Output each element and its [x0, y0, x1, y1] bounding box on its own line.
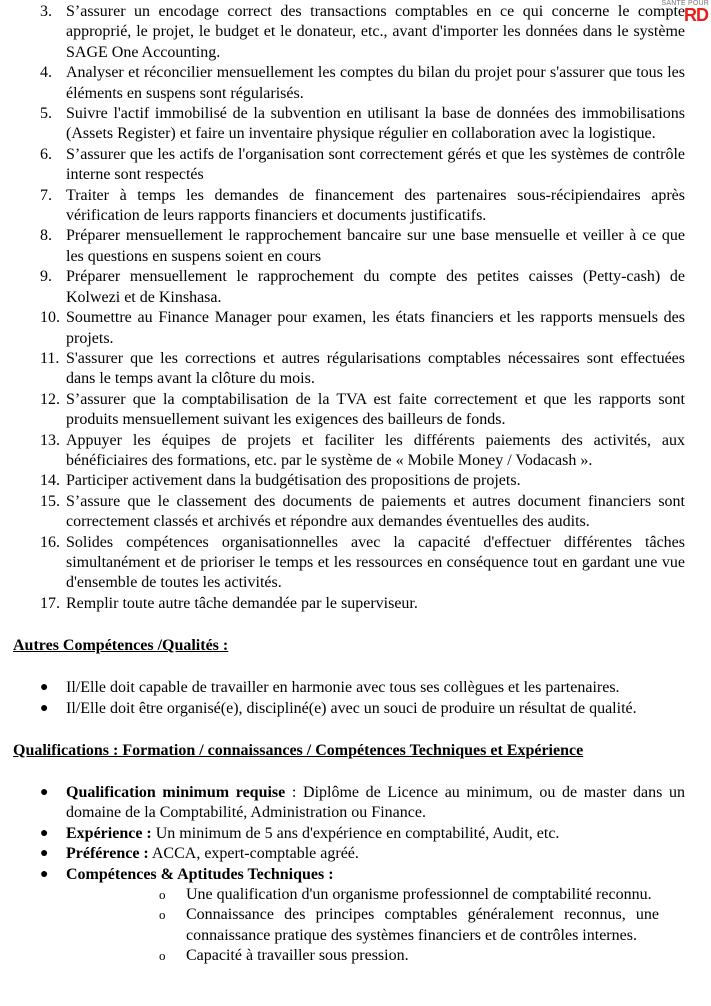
- qualification-label: Compétences & Aptitudes Techniques :: [66, 865, 334, 883]
- hollow-bullet-icon: o: [159, 948, 166, 964]
- task-text: Remplir toute autre tâche demandée par le superviseur.: [66, 594, 418, 612]
- task-number: 17.: [40, 594, 60, 612]
- qualification-item: [0, 844, 711, 864]
- task-number: 9.: [40, 268, 52, 286]
- task-number: 3.: [40, 3, 52, 20]
- task-text: S’assurer que les actifs de l'organisation sont correctement gérés et que les systèmes de contrôle interne sont respectés: [66, 145, 685, 184]
- task-text: Traiter à temps les demandes de financement des partenaires sous-récipiendaires après vérification de leurs rapports financiers et documents justificatifs.: [66, 186, 685, 225]
- task-text: Préparer mensuellement le rapprochement du compte des petites caisses (Petty-cash) de Kolwezi et de Kinshasa.: [66, 268, 685, 306]
- bullet-icon: ●: [40, 785, 49, 800]
- task-item: [0, 267, 711, 308]
- task-number: 7.: [40, 186, 52, 204]
- sub-bullet-text: Capacité à travailler sous pression.: [186, 947, 409, 965]
- task-text: Soumettre au Finance Manager pour examen, les états financiers et les rapports mensuels des projets.: [66, 309, 685, 347]
- task-item: [0, 533, 711, 594]
- task-item: [0, 349, 711, 390]
- task-number: 4.: [40, 64, 52, 82]
- task-item: [0, 104, 711, 145]
- task-text: Appuyer les équipes de projets et faciliter les différents paiements des activités, aux bénéficiaires des formations, etc. par le système de « Mobile Money / Vodacash ».: [66, 431, 685, 469]
- task-item: [0, 492, 711, 533]
- sub-bullet-item: [66, 885, 685, 905]
- bullet-icon: ●: [40, 700, 49, 716]
- sub-bullet-text: Connaissance des principes comptables généralement reconnus, une connaissance pratique des systèmes financiers et de contrôles internes.: [186, 906, 659, 944]
- qualifications-list: [0, 783, 711, 967]
- task-item: [0, 226, 711, 267]
- qualification-label: Préférence :: [66, 845, 149, 863]
- document-page: [0, 2, 711, 967]
- autres-list: [0, 678, 711, 719]
- task-item: [0, 63, 711, 104]
- qualification-text: ACCA, expert-comptable agréé.: [151, 845, 359, 863]
- task-item: [0, 390, 711, 431]
- task-text: Suivre l'actif immobilisé de la subvention en utilisant la base de données des immobilisations (Assets Register) et faire un inventaire physique régulier en collaboration avec la logistique.: [66, 105, 685, 143]
- hollow-bullet-icon: o: [159, 907, 166, 923]
- bullet-text: Il/Elle doit être organisé(e), discipliné(e) avec un souci de produire un résultat de qualité.: [66, 699, 637, 717]
- task-list: [0, 2, 711, 614]
- qualification-label: Expérience :: [66, 824, 152, 842]
- task-number: 12.: [40, 390, 60, 408]
- section-heading-autres: Autres Compétences /Qualités :: [13, 637, 229, 655]
- task-number: 11.: [40, 349, 60, 367]
- task-text: S'assurer que les corrections et autres régularisations comptables nécessaires sont effectuées dans le temps avant la clôture du mois.: [66, 349, 685, 388]
- task-item: [0, 594, 711, 614]
- task-item: [0, 431, 711, 472]
- task-text: S’assurer que la comptabilisation de la TVA est faite correctement et que les rapports sont produits mensuellement suivant les exigences des bailleurs de fonds.: [66, 390, 685, 429]
- qualification-item: [0, 865, 711, 967]
- bullet-icon: ●: [40, 825, 49, 841]
- sub-bullet-item: [66, 946, 685, 966]
- task-number: 13.: [40, 431, 60, 449]
- hollow-bullet-icon: o: [159, 887, 166, 903]
- task-item: [0, 2, 711, 63]
- bullet-icon: ●: [40, 866, 49, 882]
- task-text: Participer activement dans la budgétisation des propositions de projets.: [66, 472, 521, 490]
- qualification-item: [0, 824, 711, 844]
- qualification-item: [0, 783, 711, 824]
- sub-bullet-item: [66, 905, 685, 946]
- qualification-separator: :: [285, 784, 304, 801]
- task-number: 5.: [40, 105, 52, 123]
- task-number: 14.: [40, 472, 60, 490]
- bullet-text: Il/Elle doit capable de travailler en harmonie avec tous ses collègues et les partenaires.: [66, 679, 620, 697]
- task-text: Préparer mensuellement le rapprochement bancaire sur une base mensuelle et veiller à ce que les questions en suspens soient en cours: [66, 227, 685, 265]
- logo-mark: RD: [684, 5, 708, 25]
- bullet-icon: ●: [40, 680, 49, 696]
- bullet-icon: ●: [40, 846, 49, 862]
- task-text: S’assure que le classement des documents de paiements et autres document financiers sont correctement classés et archivés et répondre aux demandes éventuelles des audits.: [66, 492, 685, 531]
- qualification-text: Diplôme de Licence au minimum, ou de master dans un domaine de la Comptabilité, Administration ou Finance.: [66, 784, 686, 822]
- task-number: 10.: [40, 309, 60, 327]
- sub-bullet-text: Une qualification d'un organisme professionnel de comptabilité reconnu.: [186, 886, 652, 904]
- section-heading-qualifications: Qualifications : Formation / connaissances / Compétences Techniques et Expérience: [13, 742, 584, 759]
- task-text: Solides compétences organisationnelles avec la capacité d'effectuer différentes tâches simultanément et de prioriser le temps et les ressources en conséquence tout en gardant une vue d'ensemble de toutes les activités.: [66, 533, 685, 592]
- task-item: [0, 145, 711, 186]
- bullet-item: [0, 699, 711, 719]
- bullet-item: [0, 678, 711, 698]
- task-number: 16.: [40, 533, 60, 551]
- task-item: [0, 471, 711, 491]
- task-text: Analyser et réconcilier mensuellement les comptes du bilan du projet pour s'assurer que tous les éléments en suspens sont régularisés.: [66, 64, 685, 102]
- task-number: 6.: [40, 145, 52, 163]
- logo-tagline: SANTE POUR: [661, 0, 709, 7]
- task-number: 15.: [40, 492, 60, 510]
- qualification-text: Un minimum de 5 ans d'expérience en comptabilité, Audit, etc.: [155, 824, 560, 842]
- technical-skills-list: [66, 885, 685, 967]
- task-item: [0, 308, 711, 349]
- task-number: 8.: [40, 227, 52, 245]
- qualification-label: Qualification minimum requise: [66, 784, 286, 801]
- task-item: [0, 186, 711, 227]
- task-text: S’assurer un encodage correct des transactions comptables en ce qui concerne le compte approprié, le projet, le budget et le donateur, etc., avant d'importer les données dans le système SAGE One Accounting.: [66, 3, 685, 61]
